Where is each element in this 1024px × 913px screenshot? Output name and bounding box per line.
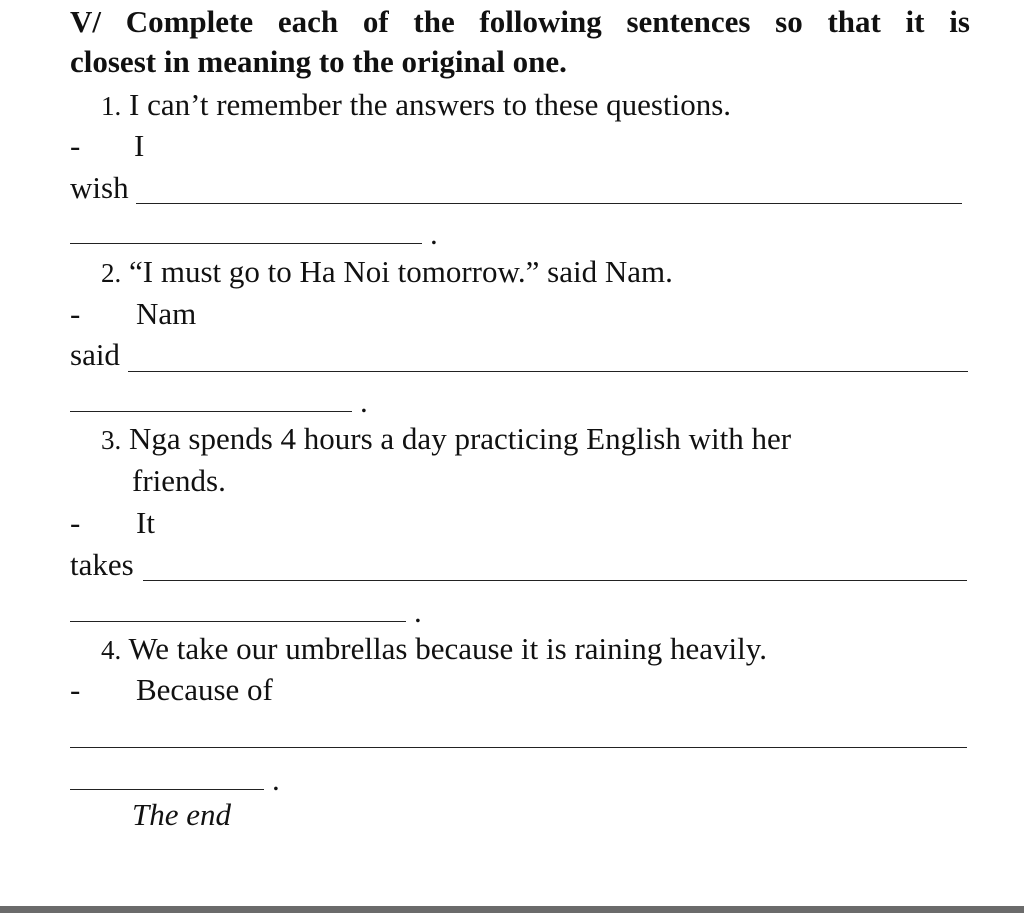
answer-blank-line[interactable] [70,747,967,748]
answer-dash: - [70,296,81,331]
heading-word: Complete [125,4,254,39]
answer-blank-line[interactable] [70,243,422,244]
question-number: 1. [101,91,122,121]
heading-word: following [479,4,602,39]
question-3-sentence [101,421,791,458]
answer-end-mark: . [272,762,280,797]
heading-word: each [277,4,339,39]
answer-end-mark: . [430,216,438,251]
answer-dash: - [70,128,81,163]
question-2-sentence [101,254,673,291]
answer-dash: - [70,505,81,540]
answer-blank-line[interactable] [70,411,352,412]
heading-word: that [827,4,881,39]
heading-word: of [362,4,389,39]
answer-blank-line[interactable] [70,621,406,622]
heading-word: the [413,4,455,39]
question-text: “I must go to Ha Noi tomorrow.” said Nam. [129,254,673,289]
closing-text: The end [132,797,232,832]
answer-end-mark: . [414,594,422,629]
question-text-continued: friends. [132,463,226,498]
question-number: 4. [101,635,122,665]
question-1-sentence [101,87,731,124]
question-4-sentence [101,631,767,668]
answer-blank-line[interactable] [143,580,967,581]
answer-prompt-start: Nam [136,296,197,331]
answer-prompt-word: said [70,337,120,372]
answer-prompt-word: takes [70,547,134,582]
answer-blank-line[interactable] [136,203,962,204]
answer-dash: - [70,672,81,707]
answer-prompt-start: It [136,505,155,540]
heading-line-1 [70,2,970,42]
heading-word: sentences [626,4,751,39]
answer-prompt-start: I [134,128,145,163]
heading-line-2: closest in meaning to the original one. [70,44,567,79]
answer-prompt-word: wish [70,170,129,205]
exercise-heading [70,2,970,82]
question-text: I can’t remember the answers to these questions. [129,87,732,122]
answer-blank-line[interactable] [70,789,264,790]
question-number: 2. [101,258,122,288]
answer-blank-line[interactable] [128,371,968,372]
answer-prompt-start: Because of [136,672,273,707]
answer-end-mark: . [360,384,368,419]
heading-word: it [905,4,925,39]
question-number: 3. [101,425,122,455]
heading-word: is [949,4,970,39]
question-text: Nga spends 4 hours a day practicing English with her [129,421,792,456]
heading-word: so [775,4,803,39]
bottom-edge-bar [0,906,1024,913]
question-text: We take our umbrellas because it is raining heavily. [128,631,767,666]
heading-word: V/ [70,4,101,39]
